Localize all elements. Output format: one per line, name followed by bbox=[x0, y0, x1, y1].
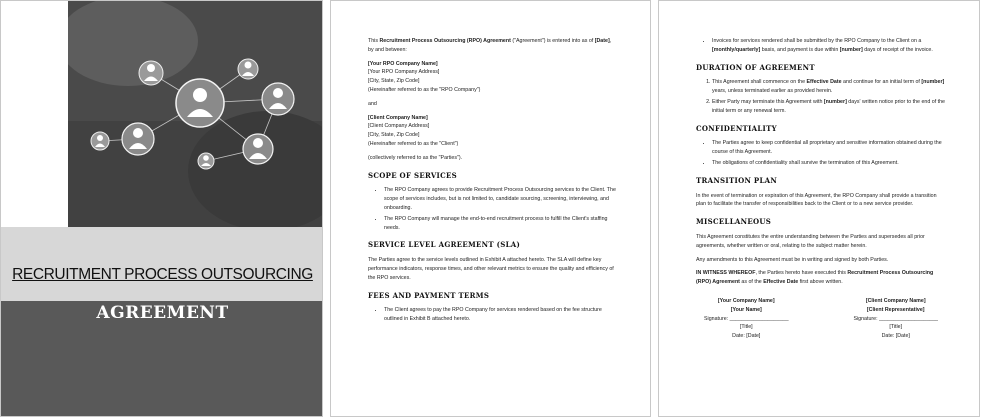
amendments-text: Any amendments to this Agreement must be in writing and signed by both Parties. bbox=[696, 256, 889, 263]
cover-photo bbox=[68, 1, 323, 227]
duration-list bbox=[696, 78, 946, 115]
fees-list bbox=[368, 306, 618, 324]
person-node-icon bbox=[198, 153, 214, 169]
signature-block-client: [Client Company Name] [Client Representative] Signature: ____________________ [Title] Date: [Date] bbox=[853, 297, 938, 340]
intro-paragraph: This Recruitment Process Outsourcing (RPO) Agreement ("Agreement") is entered into as of [Date], by and between: bbox=[368, 38, 612, 53]
sla-text: The Parties agree to the service levels outlined in Exhibit A attached hereto. The SLA will define key performance indicators, response times, and other relevant metrics to ensure the quality and efficiency of the RPO services. bbox=[368, 257, 614, 281]
person-node-icon bbox=[139, 61, 163, 85]
list-item: 1. This Agreement shall commence on the Effective Date and continue for an initial term of [number] years, unless terminated earlier as provided herein. bbox=[712, 78, 946, 96]
fees-heading: FEES AND PAYMENT TERMS bbox=[368, 290, 490, 300]
client-party-block: [Client Company Name] [Client Company Address] [City, State, Zip Code] (Hereinafter referred to as the "Client") bbox=[368, 114, 459, 147]
signature-blocks bbox=[696, 297, 946, 341]
cover-subtitle: AGREEMENT bbox=[96, 303, 229, 323]
cover-title-band bbox=[1, 227, 323, 301]
network-people-illustration bbox=[68, 1, 323, 227]
document-page-3 bbox=[658, 0, 980, 417]
sla-heading: SERVICE LEVEL AGREEMENT (SLA) bbox=[368, 240, 521, 250]
person-node-icon bbox=[176, 79, 224, 127]
invoice-list bbox=[696, 37, 946, 55]
cover-title: RECRUITMENT PROCESS OUTSOURCING bbox=[12, 266, 313, 283]
misc-heading: MISCELLANEOUS bbox=[696, 217, 772, 227]
transition-text: In the event of termination or expiration of this Agreement, the RPO Company shall provide a transition plan to facilitate the transfer of responsibilities back to the Client or to a new service provider. bbox=[696, 192, 937, 208]
list-item: • Invoices for services rendered shall be submitted by the RPO Company to the Client on a [monthly/quarterly] basis, and payment is due within [number] days of receipt of the invoice. bbox=[712, 37, 946, 55]
document-page-2 bbox=[330, 0, 651, 417]
person-node-icon bbox=[91, 132, 109, 150]
collective-text: (collectively referred to as the "Parties"). bbox=[368, 154, 463, 161]
list-item: • The RPO Company agrees to provide Recruitment Process Outsourcing services to the Client. The scope of services includes, but is not limited to, candidate sourcing, screening, interviewing, and onboarding. bbox=[384, 186, 618, 212]
list-item: • The Parties agree to keep confidential all proprietary and sensitive information obtained during the course of this Agreement. bbox=[712, 139, 946, 157]
and-text: and bbox=[368, 100, 377, 107]
scope-list bbox=[368, 186, 618, 232]
person-node-icon bbox=[122, 123, 154, 155]
rpo-party-block: [Your RPO Company Name] [Your RPO Company Address] [City, State, Zip Code] (Hereinafter referred to as the "RPO Company") bbox=[368, 60, 481, 93]
witness-text: IN WITNESS WHEREOF, the Parties hereto have executed this Recruitment Process Outsourcing (RPO) Agreement as of the Effective Date first above written. bbox=[696, 270, 934, 286]
person-node-icon bbox=[243, 134, 273, 164]
person-node-icon bbox=[262, 83, 294, 115]
list-item: • The RPO Company will manage the end-to-end recruitment process to fulfill the Client's staffing needs. bbox=[384, 215, 618, 233]
list-item: • The Client agrees to pay the RPO Company for services rendered based on the fee structure outlined in Exhibit B attached hereto. bbox=[384, 306, 618, 324]
cover-page bbox=[0, 0, 323, 417]
list-item: • The obligations of confidentiality shall survive the termination of this Agreement. bbox=[712, 159, 946, 168]
misc-text: This Agreement constitutes the entire understanding between the Parties and supersedes all prior agreements, whether written or oral, relating to the subject matter herein. bbox=[696, 233, 925, 249]
confidentiality-heading: CONFIDENTIALITY bbox=[696, 123, 777, 133]
signature-block-rpo: [Your Company Name] [Your Name] Signature: ____________________ [Title] Date: [Date] bbox=[704, 297, 789, 340]
list-item: 2. Either Party may terminate this Agreement with [number] days' written notice prior to the end of the initial term or any renewal term. bbox=[712, 98, 946, 116]
transition-heading: TRANSITION PLAN bbox=[696, 175, 778, 185]
confidentiality-list bbox=[696, 139, 946, 167]
duration-heading: DURATION OF AGREEMENT bbox=[696, 62, 815, 72]
person-node-icon bbox=[238, 59, 258, 79]
scope-heading: SCOPE OF SERVICES bbox=[368, 170, 457, 180]
